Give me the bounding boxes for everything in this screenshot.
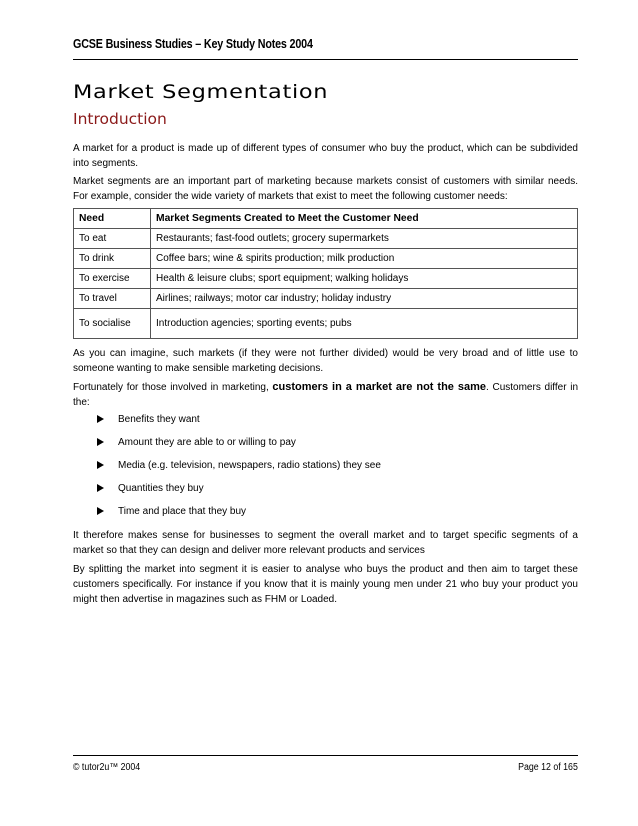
- table-header-segments: Market Segments Created to Meet the Customer Need: [151, 209, 578, 229]
- table-row: [74, 289, 578, 309]
- triangle-bullet-icon: [97, 484, 104, 492]
- list-item-text: Benefits they want: [118, 414, 200, 425]
- list-item: [73, 481, 578, 504]
- list-item: [73, 458, 578, 481]
- needs-table: [73, 208, 578, 339]
- table-row: [74, 309, 578, 339]
- triangle-bullet-icon: [97, 461, 104, 469]
- table-cell-need: To drink: [74, 249, 151, 269]
- paragraph-text: Fortunately for those involved in marketing,: [73, 382, 273, 393]
- table-cell-segments: Introduction agencies; sporting events; pubs: [151, 309, 578, 339]
- footer-copyright: © tutor2u™ 2004: [73, 762, 141, 773]
- table-cell-need: To travel: [74, 289, 151, 309]
- list-item: [73, 412, 578, 435]
- table-cell-segments: Health & leisure clubs; sport equipment; walking holidays: [151, 269, 578, 289]
- triangle-bullet-icon: [97, 415, 104, 423]
- table-cell-segments: Airlines; railways; motor car industry; holiday industry: [151, 289, 578, 309]
- table-cell-segments: Coffee bars; wine & spirits production; milk production: [151, 249, 578, 269]
- page-title: Market Segmentation: [73, 81, 329, 103]
- paragraph-customers-differ: [73, 380, 578, 410]
- emphasis-text: customers in a market are not the same: [272, 381, 487, 393]
- paragraph-segments: Market segments are an important part of marketing because markets consist of customers with similar needs. For example, consider the wide variety of markets that exist to meet the following customer needs:: [73, 176, 578, 202]
- table-cell-need: To exercise: [74, 269, 151, 289]
- paragraph-segment-sense: It therefore makes sense for businesses to segment the overall market and to target specific segments of a market so that they can design and deliver more relevant products and services: [73, 530, 578, 556]
- list-item-text: Media (e.g. television, newspapers, radio stations) they see: [118, 460, 381, 471]
- table-cell-segments: Restaurants; fast-food outlets; grocery supermarkets: [151, 229, 578, 249]
- triangle-bullet-icon: [97, 438, 104, 446]
- table-row: [74, 269, 578, 289]
- table-header-row: [74, 209, 578, 229]
- list-item: [73, 504, 578, 527]
- list-item-text: Quantities they buy: [118, 483, 204, 494]
- table-row: [74, 249, 578, 269]
- paragraph-text: . Customers differ in the:: [73, 382, 579, 408]
- paragraph-intro: A market for a product is made up of different types of consumer who buy the product, which can be subdivided into segments.: [73, 143, 578, 169]
- table-cell-need: To socialise: [74, 309, 151, 339]
- running-header: GCSE Business Studies – Key Study Notes 2004: [73, 37, 313, 51]
- list-item: [73, 435, 578, 458]
- footer-divider: [73, 755, 578, 756]
- list-item-text: Amount they are able to or willing to pay: [118, 437, 296, 448]
- triangle-bullet-icon: [97, 507, 104, 515]
- header-divider: [73, 59, 578, 60]
- paragraph-splitting: By splitting the market into segment it is easier to analyse who buys the product and then aim to target these customers specifically. For instance if you know that it is mainly young men under 21 who buy your product you might then advertise in magazines such as FHM or Loaded.: [73, 564, 578, 605]
- footer-page-number: Page 12 of 165: [518, 762, 578, 773]
- paragraph-broad-markets: As you can imagine, such markets (if they were not further divided) would be very broad and of little use to someone wanting to make sensible marketing decisions.: [73, 348, 578, 374]
- differences-list: [73, 412, 578, 527]
- section-heading: Introduction: [73, 110, 167, 128]
- table-row: [74, 229, 578, 249]
- list-item-text: Time and place that they buy: [118, 506, 247, 517]
- table-header-need: Need: [74, 209, 151, 229]
- table-cell-need: To eat: [74, 229, 151, 249]
